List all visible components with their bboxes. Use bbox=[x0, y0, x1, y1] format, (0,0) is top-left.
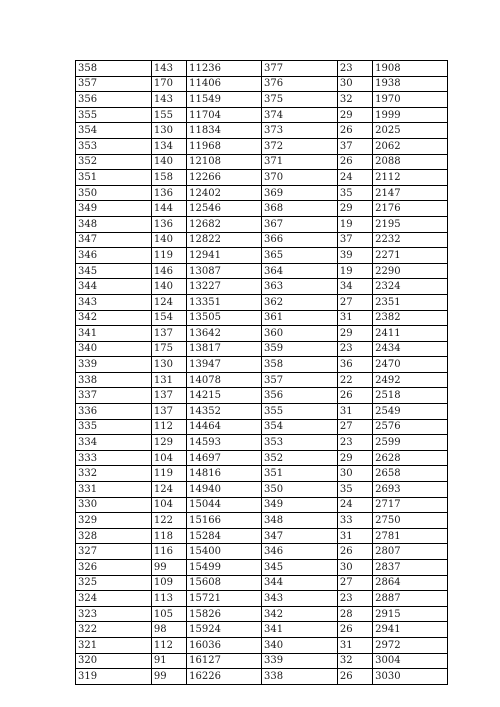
table-cell: 332 bbox=[76, 466, 152, 482]
table-cell: 357 bbox=[76, 76, 152, 92]
table-row bbox=[76, 482, 448, 498]
table-row bbox=[76, 279, 448, 295]
table-cell: 1999 bbox=[373, 107, 448, 123]
table-cell: 347 bbox=[76, 232, 152, 248]
table-cell: 358 bbox=[261, 357, 337, 373]
table-cell: 15499 bbox=[187, 560, 262, 576]
table-cell: 98 bbox=[151, 622, 186, 638]
table-row bbox=[76, 669, 448, 685]
table-cell: 143 bbox=[151, 61, 186, 77]
table-cell: 344 bbox=[261, 575, 337, 591]
table-cell: 13505 bbox=[187, 310, 262, 326]
table-cell: 320 bbox=[76, 653, 152, 669]
table-row bbox=[76, 341, 448, 357]
table-cell: 331 bbox=[76, 482, 152, 498]
table-cell: 346 bbox=[76, 248, 152, 264]
table-cell: 319 bbox=[76, 669, 152, 685]
table-cell: 30 bbox=[337, 76, 372, 92]
table-cell: 146 bbox=[151, 263, 186, 279]
table-cell: 321 bbox=[76, 637, 152, 653]
table-cell: 2972 bbox=[373, 637, 448, 653]
table-cell: 26 bbox=[337, 622, 372, 638]
table-cell: 14352 bbox=[187, 404, 262, 420]
table-cell: 364 bbox=[261, 263, 337, 279]
table-cell: 370 bbox=[261, 170, 337, 186]
table-cell: 2324 bbox=[373, 279, 448, 295]
table-cell: 340 bbox=[76, 341, 152, 357]
table-cell: 2112 bbox=[373, 170, 448, 186]
table-cell: 372 bbox=[261, 138, 337, 154]
table-cell: 33 bbox=[337, 513, 372, 529]
table-cell: 119 bbox=[151, 248, 186, 264]
table-row bbox=[76, 497, 448, 513]
table-cell: 129 bbox=[151, 435, 186, 451]
table-cell: 326 bbox=[76, 560, 152, 576]
table-row bbox=[76, 560, 448, 576]
table-cell: 29 bbox=[337, 450, 372, 466]
table-cell: 26 bbox=[337, 154, 372, 170]
table-cell: 26 bbox=[337, 544, 372, 560]
table-cell: 2492 bbox=[373, 372, 448, 388]
table-row bbox=[76, 622, 448, 638]
table-cell: 23 bbox=[337, 61, 372, 77]
table-cell: 2864 bbox=[373, 575, 448, 591]
table-cell: 23 bbox=[337, 341, 372, 357]
table-cell: 37 bbox=[337, 138, 372, 154]
table-cell: 359 bbox=[261, 341, 337, 357]
table-cell: 15924 bbox=[187, 622, 262, 638]
table-cell: 2232 bbox=[373, 232, 448, 248]
table-cell: 16036 bbox=[187, 637, 262, 653]
table-cell: 324 bbox=[76, 591, 152, 607]
table-cell: 1970 bbox=[373, 92, 448, 108]
table-row bbox=[76, 637, 448, 653]
table-cell: 349 bbox=[76, 201, 152, 217]
table-cell: 24 bbox=[337, 170, 372, 186]
table-cell: 343 bbox=[261, 591, 337, 607]
table-cell: 2147 bbox=[373, 185, 448, 201]
table-cell: 170 bbox=[151, 76, 186, 92]
table-cell: 2807 bbox=[373, 544, 448, 560]
table-cell: 369 bbox=[261, 185, 337, 201]
table-cell: 2382 bbox=[373, 310, 448, 326]
table-cell: 358 bbox=[76, 61, 152, 77]
table-cell: 119 bbox=[151, 466, 186, 482]
table-cell: 13817 bbox=[187, 341, 262, 357]
table-cell: 339 bbox=[261, 653, 337, 669]
table-cell: 14816 bbox=[187, 466, 262, 482]
table-row bbox=[76, 248, 448, 264]
table-row bbox=[76, 326, 448, 342]
table-cell: 113 bbox=[151, 591, 186, 607]
table-cell: 11236 bbox=[187, 61, 262, 77]
table-cell: 337 bbox=[76, 388, 152, 404]
table-cell: 137 bbox=[151, 326, 186, 342]
table-cell: 137 bbox=[151, 388, 186, 404]
table-cell: 2470 bbox=[373, 357, 448, 373]
table-cell: 329 bbox=[76, 513, 152, 529]
table-row bbox=[76, 294, 448, 310]
table-cell: 23 bbox=[337, 435, 372, 451]
table-cell: 2271 bbox=[373, 248, 448, 264]
table-cell: 122 bbox=[151, 513, 186, 529]
table-row bbox=[76, 216, 448, 232]
table-cell: 144 bbox=[151, 201, 186, 217]
table-cell: 339 bbox=[76, 357, 152, 373]
table-cell: 350 bbox=[76, 185, 152, 201]
table-cell: 136 bbox=[151, 185, 186, 201]
table-cell: 26 bbox=[337, 123, 372, 139]
table-cell: 14215 bbox=[187, 388, 262, 404]
table-row bbox=[76, 76, 448, 92]
table-cell: 344 bbox=[76, 279, 152, 295]
table-cell: 341 bbox=[76, 326, 152, 342]
table-cell: 37 bbox=[337, 232, 372, 248]
table-cell: 14464 bbox=[187, 419, 262, 435]
table-body bbox=[76, 61, 448, 685]
table-row bbox=[76, 575, 448, 591]
table-cell: 29 bbox=[337, 326, 372, 342]
table-cell: 15166 bbox=[187, 513, 262, 529]
table-cell: 361 bbox=[261, 310, 337, 326]
table-cell: 366 bbox=[261, 232, 337, 248]
table-cell: 36 bbox=[337, 357, 372, 373]
table-cell: 15826 bbox=[187, 606, 262, 622]
table-cell: 368 bbox=[261, 201, 337, 217]
table-cell: 2549 bbox=[373, 404, 448, 420]
table-cell: 29 bbox=[337, 201, 372, 217]
table-cell: 356 bbox=[76, 92, 152, 108]
table-cell: 352 bbox=[261, 450, 337, 466]
table-cell: 31 bbox=[337, 528, 372, 544]
table-cell: 356 bbox=[261, 388, 337, 404]
table-cell: 34 bbox=[337, 279, 372, 295]
table-cell: 23 bbox=[337, 591, 372, 607]
table-cell: 2351 bbox=[373, 294, 448, 310]
table-cell: 346 bbox=[261, 544, 337, 560]
table-cell: 112 bbox=[151, 637, 186, 653]
table-cell: 325 bbox=[76, 575, 152, 591]
table-cell: 104 bbox=[151, 450, 186, 466]
table-row bbox=[76, 185, 448, 201]
table-cell: 112 bbox=[151, 419, 186, 435]
table-cell: 158 bbox=[151, 170, 186, 186]
table-cell: 376 bbox=[261, 76, 337, 92]
table-cell: 363 bbox=[261, 279, 337, 295]
table-cell: 124 bbox=[151, 482, 186, 498]
table-cell: 27 bbox=[337, 419, 372, 435]
table-cell: 35 bbox=[337, 185, 372, 201]
table-cell: 2176 bbox=[373, 201, 448, 217]
table-cell: 2195 bbox=[373, 216, 448, 232]
table-row bbox=[76, 606, 448, 622]
table-cell: 2750 bbox=[373, 513, 448, 529]
table-cell: 13351 bbox=[187, 294, 262, 310]
table-cell: 2837 bbox=[373, 560, 448, 576]
table-cell: 351 bbox=[76, 170, 152, 186]
table-cell: 322 bbox=[76, 622, 152, 638]
table-cell: 12108 bbox=[187, 154, 262, 170]
table-cell: 30 bbox=[337, 560, 372, 576]
table-cell: 327 bbox=[76, 544, 152, 560]
table-cell: 12682 bbox=[187, 216, 262, 232]
table-cell: 2658 bbox=[373, 466, 448, 482]
table-cell: 2599 bbox=[373, 435, 448, 451]
table-cell: 15284 bbox=[187, 528, 262, 544]
table-cell: 1908 bbox=[373, 61, 448, 77]
table-cell: 99 bbox=[151, 669, 186, 685]
table-cell: 13227 bbox=[187, 279, 262, 295]
table-row bbox=[76, 92, 448, 108]
table-cell: 12822 bbox=[187, 232, 262, 248]
table-cell: 35 bbox=[337, 482, 372, 498]
table-cell: 24 bbox=[337, 497, 372, 513]
table-cell: 345 bbox=[76, 263, 152, 279]
table-cell: 11549 bbox=[187, 92, 262, 108]
table-cell: 39 bbox=[337, 248, 372, 264]
table-cell: 175 bbox=[151, 341, 186, 357]
table-cell: 130 bbox=[151, 357, 186, 373]
table-cell: 362 bbox=[261, 294, 337, 310]
table-cell: 354 bbox=[261, 419, 337, 435]
table-row bbox=[76, 170, 448, 186]
table-cell: 155 bbox=[151, 107, 186, 123]
table-cell: 375 bbox=[261, 92, 337, 108]
table-cell: 15044 bbox=[187, 497, 262, 513]
table-cell: 342 bbox=[76, 310, 152, 326]
table-cell: 336 bbox=[76, 404, 152, 420]
table-cell: 345 bbox=[261, 560, 337, 576]
table-cell: 349 bbox=[261, 497, 337, 513]
table-cell: 14078 bbox=[187, 372, 262, 388]
table-cell: 15608 bbox=[187, 575, 262, 591]
table-cell: 11406 bbox=[187, 76, 262, 92]
table-cell: 143 bbox=[151, 92, 186, 108]
table-cell: 355 bbox=[76, 107, 152, 123]
table-cell: 109 bbox=[151, 575, 186, 591]
table-cell: 15400 bbox=[187, 544, 262, 560]
table-cell: 31 bbox=[337, 404, 372, 420]
table-row bbox=[76, 591, 448, 607]
table-cell: 11968 bbox=[187, 138, 262, 154]
score-distribution-table bbox=[75, 60, 448, 685]
table-cell: 338 bbox=[76, 372, 152, 388]
table-cell: 130 bbox=[151, 123, 186, 139]
table-row bbox=[76, 419, 448, 435]
table-cell: 13087 bbox=[187, 263, 262, 279]
table-row bbox=[76, 201, 448, 217]
table-cell: 2915 bbox=[373, 606, 448, 622]
table-cell: 26 bbox=[337, 388, 372, 404]
table-row bbox=[76, 435, 448, 451]
table-cell: 2576 bbox=[373, 419, 448, 435]
table-cell: 14593 bbox=[187, 435, 262, 451]
table-cell: 347 bbox=[261, 528, 337, 544]
table-cell: 334 bbox=[76, 435, 152, 451]
table-cell: 30 bbox=[337, 466, 372, 482]
table-cell: 118 bbox=[151, 528, 186, 544]
table-cell: 29 bbox=[337, 107, 372, 123]
table-row bbox=[76, 154, 448, 170]
table-row bbox=[76, 544, 448, 560]
table-cell: 377 bbox=[261, 61, 337, 77]
table-cell: 12266 bbox=[187, 170, 262, 186]
table-cell: 1938 bbox=[373, 76, 448, 92]
table-cell: 338 bbox=[261, 669, 337, 685]
table-row bbox=[76, 61, 448, 77]
table-row bbox=[76, 107, 448, 123]
table-row bbox=[76, 653, 448, 669]
table-cell: 373 bbox=[261, 123, 337, 139]
table-cell: 335 bbox=[76, 419, 152, 435]
table-cell: 16226 bbox=[187, 669, 262, 685]
table-cell: 32 bbox=[337, 92, 372, 108]
table-cell: 14940 bbox=[187, 482, 262, 498]
table-cell: 99 bbox=[151, 560, 186, 576]
table-cell: 371 bbox=[261, 154, 337, 170]
table-row bbox=[76, 372, 448, 388]
table-cell: 3030 bbox=[373, 669, 448, 685]
table-cell: 360 bbox=[261, 326, 337, 342]
table-cell: 131 bbox=[151, 372, 186, 388]
table-cell: 3004 bbox=[373, 653, 448, 669]
table-row bbox=[76, 450, 448, 466]
table-cell: 353 bbox=[261, 435, 337, 451]
table-cell: 343 bbox=[76, 294, 152, 310]
table-cell: 140 bbox=[151, 154, 186, 170]
table-cell: 32 bbox=[337, 653, 372, 669]
table-cell: 13947 bbox=[187, 357, 262, 373]
table-cell: 137 bbox=[151, 404, 186, 420]
table-cell: 14697 bbox=[187, 450, 262, 466]
table-cell: 340 bbox=[261, 637, 337, 653]
table-cell: 124 bbox=[151, 294, 186, 310]
table-cell: 11834 bbox=[187, 123, 262, 139]
table-cell: 105 bbox=[151, 606, 186, 622]
table-row bbox=[76, 263, 448, 279]
table-cell: 91 bbox=[151, 653, 186, 669]
table-cell: 2062 bbox=[373, 138, 448, 154]
table-row bbox=[76, 232, 448, 248]
table-cell: 19 bbox=[337, 216, 372, 232]
table-cell: 348 bbox=[76, 216, 152, 232]
table-cell: 27 bbox=[337, 575, 372, 591]
table-cell: 12941 bbox=[187, 248, 262, 264]
table-cell: 12402 bbox=[187, 185, 262, 201]
table-cell: 352 bbox=[76, 154, 152, 170]
table-cell: 2025 bbox=[373, 123, 448, 139]
table-cell: 26 bbox=[337, 669, 372, 685]
table-cell: 104 bbox=[151, 497, 186, 513]
table-row bbox=[76, 388, 448, 404]
table-cell: 341 bbox=[261, 622, 337, 638]
table-cell: 11704 bbox=[187, 107, 262, 123]
table-cell: 354 bbox=[76, 123, 152, 139]
table-cell: 136 bbox=[151, 216, 186, 232]
table-cell: 330 bbox=[76, 497, 152, 513]
table-cell: 351 bbox=[261, 466, 337, 482]
table-cell: 355 bbox=[261, 404, 337, 420]
table-cell: 12546 bbox=[187, 201, 262, 217]
table-cell: 353 bbox=[76, 138, 152, 154]
table-cell: 2518 bbox=[373, 388, 448, 404]
table-cell: 357 bbox=[261, 372, 337, 388]
table-cell: 19 bbox=[337, 263, 372, 279]
table-cell: 2088 bbox=[373, 154, 448, 170]
table-cell: 350 bbox=[261, 482, 337, 498]
table-row bbox=[76, 513, 448, 529]
table-row bbox=[76, 404, 448, 420]
table-cell: 348 bbox=[261, 513, 337, 529]
table-cell: 2628 bbox=[373, 450, 448, 466]
table-cell: 13642 bbox=[187, 326, 262, 342]
table-cell: 328 bbox=[76, 528, 152, 544]
table-cell: 27 bbox=[337, 294, 372, 310]
table-cell: 374 bbox=[261, 107, 337, 123]
table-cell: 2941 bbox=[373, 622, 448, 638]
table-cell: 140 bbox=[151, 232, 186, 248]
table-cell: 31 bbox=[337, 310, 372, 326]
table-cell: 367 bbox=[261, 216, 337, 232]
table-cell: 16127 bbox=[187, 653, 262, 669]
table-cell: 2434 bbox=[373, 341, 448, 357]
table-cell: 154 bbox=[151, 310, 186, 326]
table-row bbox=[76, 528, 448, 544]
table-cell: 140 bbox=[151, 279, 186, 295]
table-cell: 333 bbox=[76, 450, 152, 466]
table-row bbox=[76, 357, 448, 373]
table-cell: 323 bbox=[76, 606, 152, 622]
table-row bbox=[76, 310, 448, 326]
table-cell: 2781 bbox=[373, 528, 448, 544]
table-cell: 2717 bbox=[373, 497, 448, 513]
table-cell: 22 bbox=[337, 372, 372, 388]
table-row bbox=[76, 138, 448, 154]
table-row bbox=[76, 123, 448, 139]
table-cell: 116 bbox=[151, 544, 186, 560]
table-cell: 342 bbox=[261, 606, 337, 622]
table-cell: 2290 bbox=[373, 263, 448, 279]
table-cell: 134 bbox=[151, 138, 186, 154]
table-cell: 31 bbox=[337, 637, 372, 653]
table-cell: 2411 bbox=[373, 326, 448, 342]
table-cell: 15721 bbox=[187, 591, 262, 607]
table-cell: 2693 bbox=[373, 482, 448, 498]
table-cell: 365 bbox=[261, 248, 337, 264]
table-cell: 2887 bbox=[373, 591, 448, 607]
table-row bbox=[76, 466, 448, 482]
table-cell: 28 bbox=[337, 606, 372, 622]
